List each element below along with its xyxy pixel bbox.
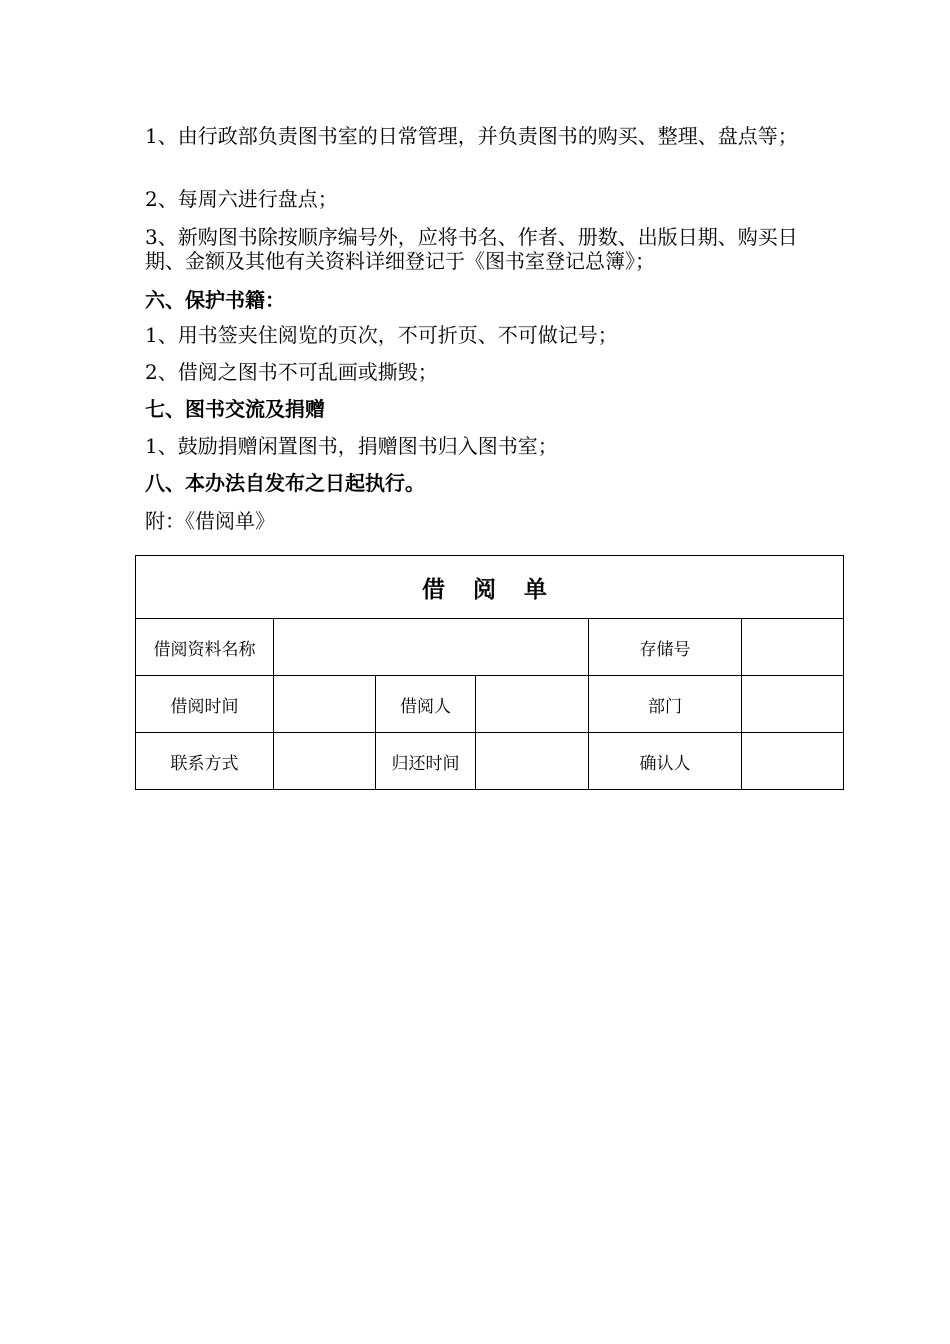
paragraph-inventory: 2、每周六进行盘点； [145,187,338,211]
form-row [136,619,844,676]
paragraph-bookmark: 1、用书签夹住阅览的页次，不可折页、不可做记号； [145,323,618,347]
form-row [136,733,844,790]
paragraph-donation: 1、鼓励捐赠闲置图书，捐赠图书归入图书室； [145,434,558,458]
paragraph-management: 1、由行政部负责图书室的日常管理，并负责图书的购买、整理、盘点等； [145,124,798,148]
department-field[interactable] [742,676,844,733]
contact-label: 联系方式 [136,733,274,790]
contact-field[interactable] [274,733,376,790]
section-heading-exchange-donation: 七、图书交流及捐赠 [145,397,325,421]
form-row [136,676,844,733]
paragraph-registration: 3、新购图书除按顺序编号外，应将书名、作者、册数、出版日期、购买日期、金额及其他有关资料详细登记于《图书室登记总簿》； [145,225,798,273]
storage-no-label: 存储号 [589,619,742,676]
paragraph-attachment: 附：《借阅单》 [145,509,275,533]
borrow-form-table [135,555,844,790]
section-heading-effective: 八、本办法自发布之日起执行。 [145,471,425,495]
confirmer-label: 确认人 [589,733,742,790]
section-heading-protect-books: 六、保护书籍： [145,288,285,312]
return-time-field[interactable] [476,733,589,790]
department-label: 部门 [589,676,742,733]
borrow-time-field[interactable] [274,676,376,733]
confirmer-field[interactable] [742,733,844,790]
material-name-label: 借阅资料名称 [136,619,274,676]
storage-no-field[interactable] [742,619,844,676]
borrower-field[interactable] [476,676,589,733]
form-title: 借 阅 单 [136,556,844,619]
paragraph-no-damage: 2、借阅之图书不可乱画或撕毁； [145,360,438,384]
return-time-label: 归还时间 [376,733,476,790]
material-name-field[interactable] [274,619,589,676]
borrower-label: 借阅人 [376,676,476,733]
borrow-time-label: 借阅时间 [136,676,274,733]
